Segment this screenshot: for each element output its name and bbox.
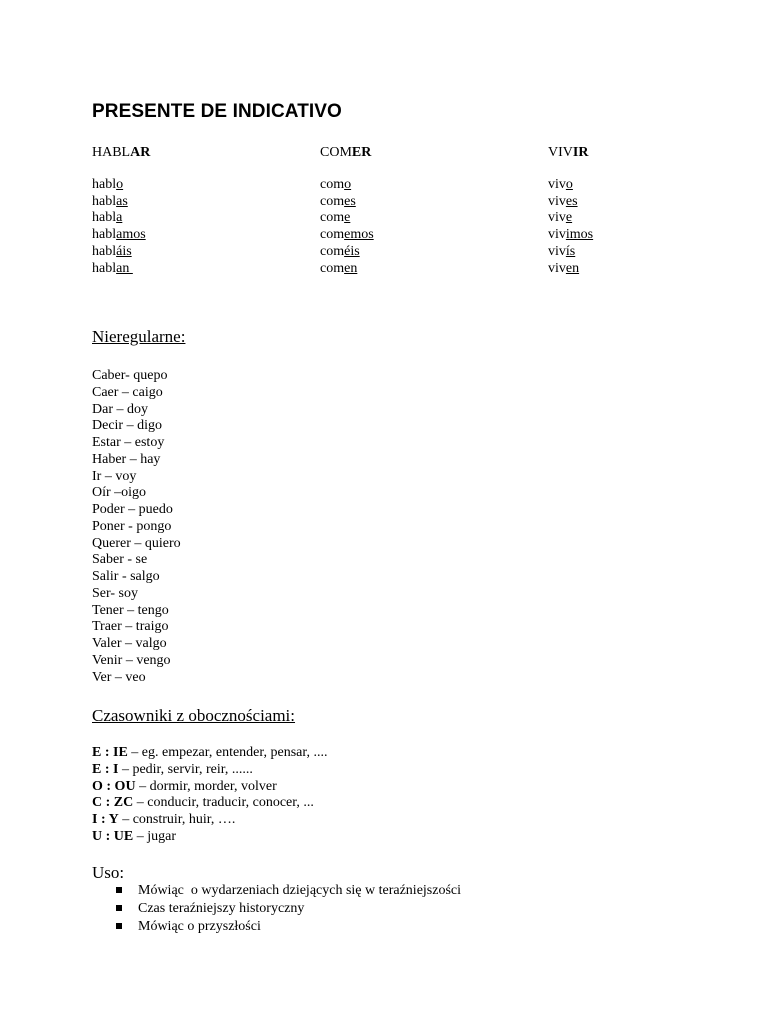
form-ending: imos xyxy=(565,227,594,243)
conjugation-form xyxy=(92,227,150,244)
conjugation-form xyxy=(92,244,150,261)
change-examples: – jugar xyxy=(133,828,176,844)
list-item: Caer – caigo xyxy=(92,384,163,400)
form-stem: viv xyxy=(548,260,566,276)
form-ending: en xyxy=(565,260,580,276)
conjugation-form xyxy=(92,261,150,278)
bullet-item xyxy=(114,882,461,900)
form-stem: viv xyxy=(548,243,566,259)
list-item: Ser- soy xyxy=(92,585,138,601)
form-ending: en xyxy=(344,260,358,276)
stem-changing-heading: Czasowniki z obocznościami: xyxy=(92,706,296,725)
list-item: Oír –oigo xyxy=(92,485,147,501)
irregular-heading: Nieregularne: xyxy=(92,327,186,346)
form-stem: habl xyxy=(92,243,117,259)
square-bullet-icon xyxy=(116,887,122,893)
change-code: C : ZC xyxy=(92,795,134,811)
list-item: Estar – estoy xyxy=(92,435,165,450)
conjugation-form xyxy=(320,227,374,244)
form-stem: com xyxy=(320,193,345,209)
form-ending: o xyxy=(565,177,573,192)
form-stem: habl xyxy=(92,210,117,226)
bullet-item xyxy=(114,918,461,936)
list-item: Caber- quepo xyxy=(92,368,168,383)
list-item: Valer – valgo xyxy=(92,636,167,651)
conjugation-form xyxy=(92,194,150,211)
verb-stem: HABL xyxy=(92,145,131,160)
bullet-item xyxy=(114,900,461,918)
form-stem: viv xyxy=(548,193,566,209)
change-examples: – pedir, servir, reir, ...... xyxy=(118,761,253,777)
list-item: Dar – doy xyxy=(92,401,148,417)
form-ending: as xyxy=(116,193,128,209)
list-item: Traer – traigo xyxy=(92,619,169,635)
square-bullet-icon xyxy=(116,923,122,929)
conjugation-form xyxy=(548,261,593,278)
square-bullet-icon xyxy=(116,905,122,911)
list-item xyxy=(92,745,327,762)
form-stem: habl xyxy=(92,260,117,276)
change-code: E : I xyxy=(92,761,119,777)
conjugation-form xyxy=(320,261,374,278)
change-examples: – dormir, morder, volver xyxy=(135,778,277,794)
conjugation-form xyxy=(548,194,593,211)
list-item: Querer – quiero xyxy=(92,535,181,551)
conjugation-forms xyxy=(548,177,593,277)
change-examples: – eg. empezar, entender, pensar, .... xyxy=(127,745,328,760)
list-item xyxy=(92,812,327,829)
change-code: I : Y xyxy=(92,812,119,828)
verb-heading xyxy=(320,145,374,161)
list-item: Salir - salgo xyxy=(92,569,160,584)
change-examples: – construir, huir, …. xyxy=(118,812,236,828)
form-ending: ís xyxy=(565,243,576,259)
list-item: Ver – veo xyxy=(92,669,146,685)
form-ending: o xyxy=(116,177,124,192)
conjugation-form xyxy=(548,244,593,261)
conjugation-form xyxy=(92,177,150,194)
conjugation-forms xyxy=(320,177,374,277)
list-item: Poner - pongo xyxy=(92,518,172,534)
change-code: O : OU xyxy=(92,778,136,794)
verb-heading xyxy=(548,145,593,161)
conjugation-form xyxy=(548,177,593,194)
form-ending: o xyxy=(344,177,352,192)
form-stem: com xyxy=(320,243,345,259)
conjugation-column-ir xyxy=(548,145,593,277)
form-ending: emos xyxy=(344,227,374,243)
list-item xyxy=(92,795,327,812)
list-item: Decir – digo xyxy=(92,418,162,434)
page-title: PRESENTE DE INDICATIVO xyxy=(92,101,342,122)
bullet-text: Mówiąc o przyszłości xyxy=(138,919,261,934)
uso-heading: Uso: xyxy=(92,863,125,882)
form-ending: es xyxy=(565,193,578,209)
form-stem: com xyxy=(320,177,345,192)
form-ending: e xyxy=(344,210,351,226)
conjugation-form xyxy=(92,210,150,227)
list-item xyxy=(92,779,327,796)
form-stem: viv xyxy=(548,210,566,226)
verb-stem: VIV xyxy=(548,145,573,160)
conjugation-column-er xyxy=(320,145,374,277)
verb-ending: IR xyxy=(572,145,589,160)
list-item xyxy=(92,762,327,779)
form-ending: an xyxy=(116,260,133,276)
form-stem: com xyxy=(320,227,345,243)
form-stem: com xyxy=(320,260,345,276)
verb-ending: AR xyxy=(130,145,151,160)
verb-stem: COM xyxy=(320,145,352,160)
list-item: Venir – vengo xyxy=(92,652,171,668)
form-stem: habl xyxy=(92,227,117,243)
form-ending: áis xyxy=(116,243,132,259)
stem-changing-list xyxy=(92,745,327,846)
form-ending: es xyxy=(344,193,356,209)
conjugation-form xyxy=(320,177,374,194)
change-code: U : UE xyxy=(92,828,134,844)
bullet-text: Czas teraźniejszy historyczny xyxy=(138,901,305,916)
conjugation-form xyxy=(320,244,374,261)
conjugation-form xyxy=(548,227,593,244)
irregular-list xyxy=(92,368,181,686)
conjugation-form xyxy=(548,210,593,227)
conjugation-form xyxy=(320,210,374,227)
form-stem: viv xyxy=(548,177,566,192)
change-examples: – conducir, traducir, conocer, ... xyxy=(133,795,314,811)
verb-ending: ER xyxy=(351,145,372,160)
form-ending: e xyxy=(565,210,573,226)
form-stem: com xyxy=(320,210,345,226)
conjugation-form xyxy=(320,194,374,211)
uso-list xyxy=(114,882,461,936)
form-stem: viv xyxy=(548,227,566,243)
form-stem: habl xyxy=(92,193,117,209)
conjugation-column-ar xyxy=(92,145,150,277)
bullet-text: Mówiąc o wydarzeniach dziejących się w teraźniejszości xyxy=(138,883,462,898)
list-item: Tener – tengo xyxy=(92,602,169,618)
verb-heading xyxy=(92,145,150,161)
form-ending: amos xyxy=(116,227,146,243)
list-item xyxy=(92,829,327,846)
list-item: Saber - se xyxy=(92,552,148,568)
form-ending: éis xyxy=(344,243,360,259)
list-item: Haber – hay xyxy=(92,451,161,467)
list-item: Ir – voy xyxy=(92,468,137,484)
form-ending: a xyxy=(116,210,123,226)
conjugation-forms xyxy=(92,177,150,277)
list-item: Poder – puedo xyxy=(92,502,173,517)
form-stem: habl xyxy=(92,177,117,192)
change-code: E : IE xyxy=(92,745,128,760)
